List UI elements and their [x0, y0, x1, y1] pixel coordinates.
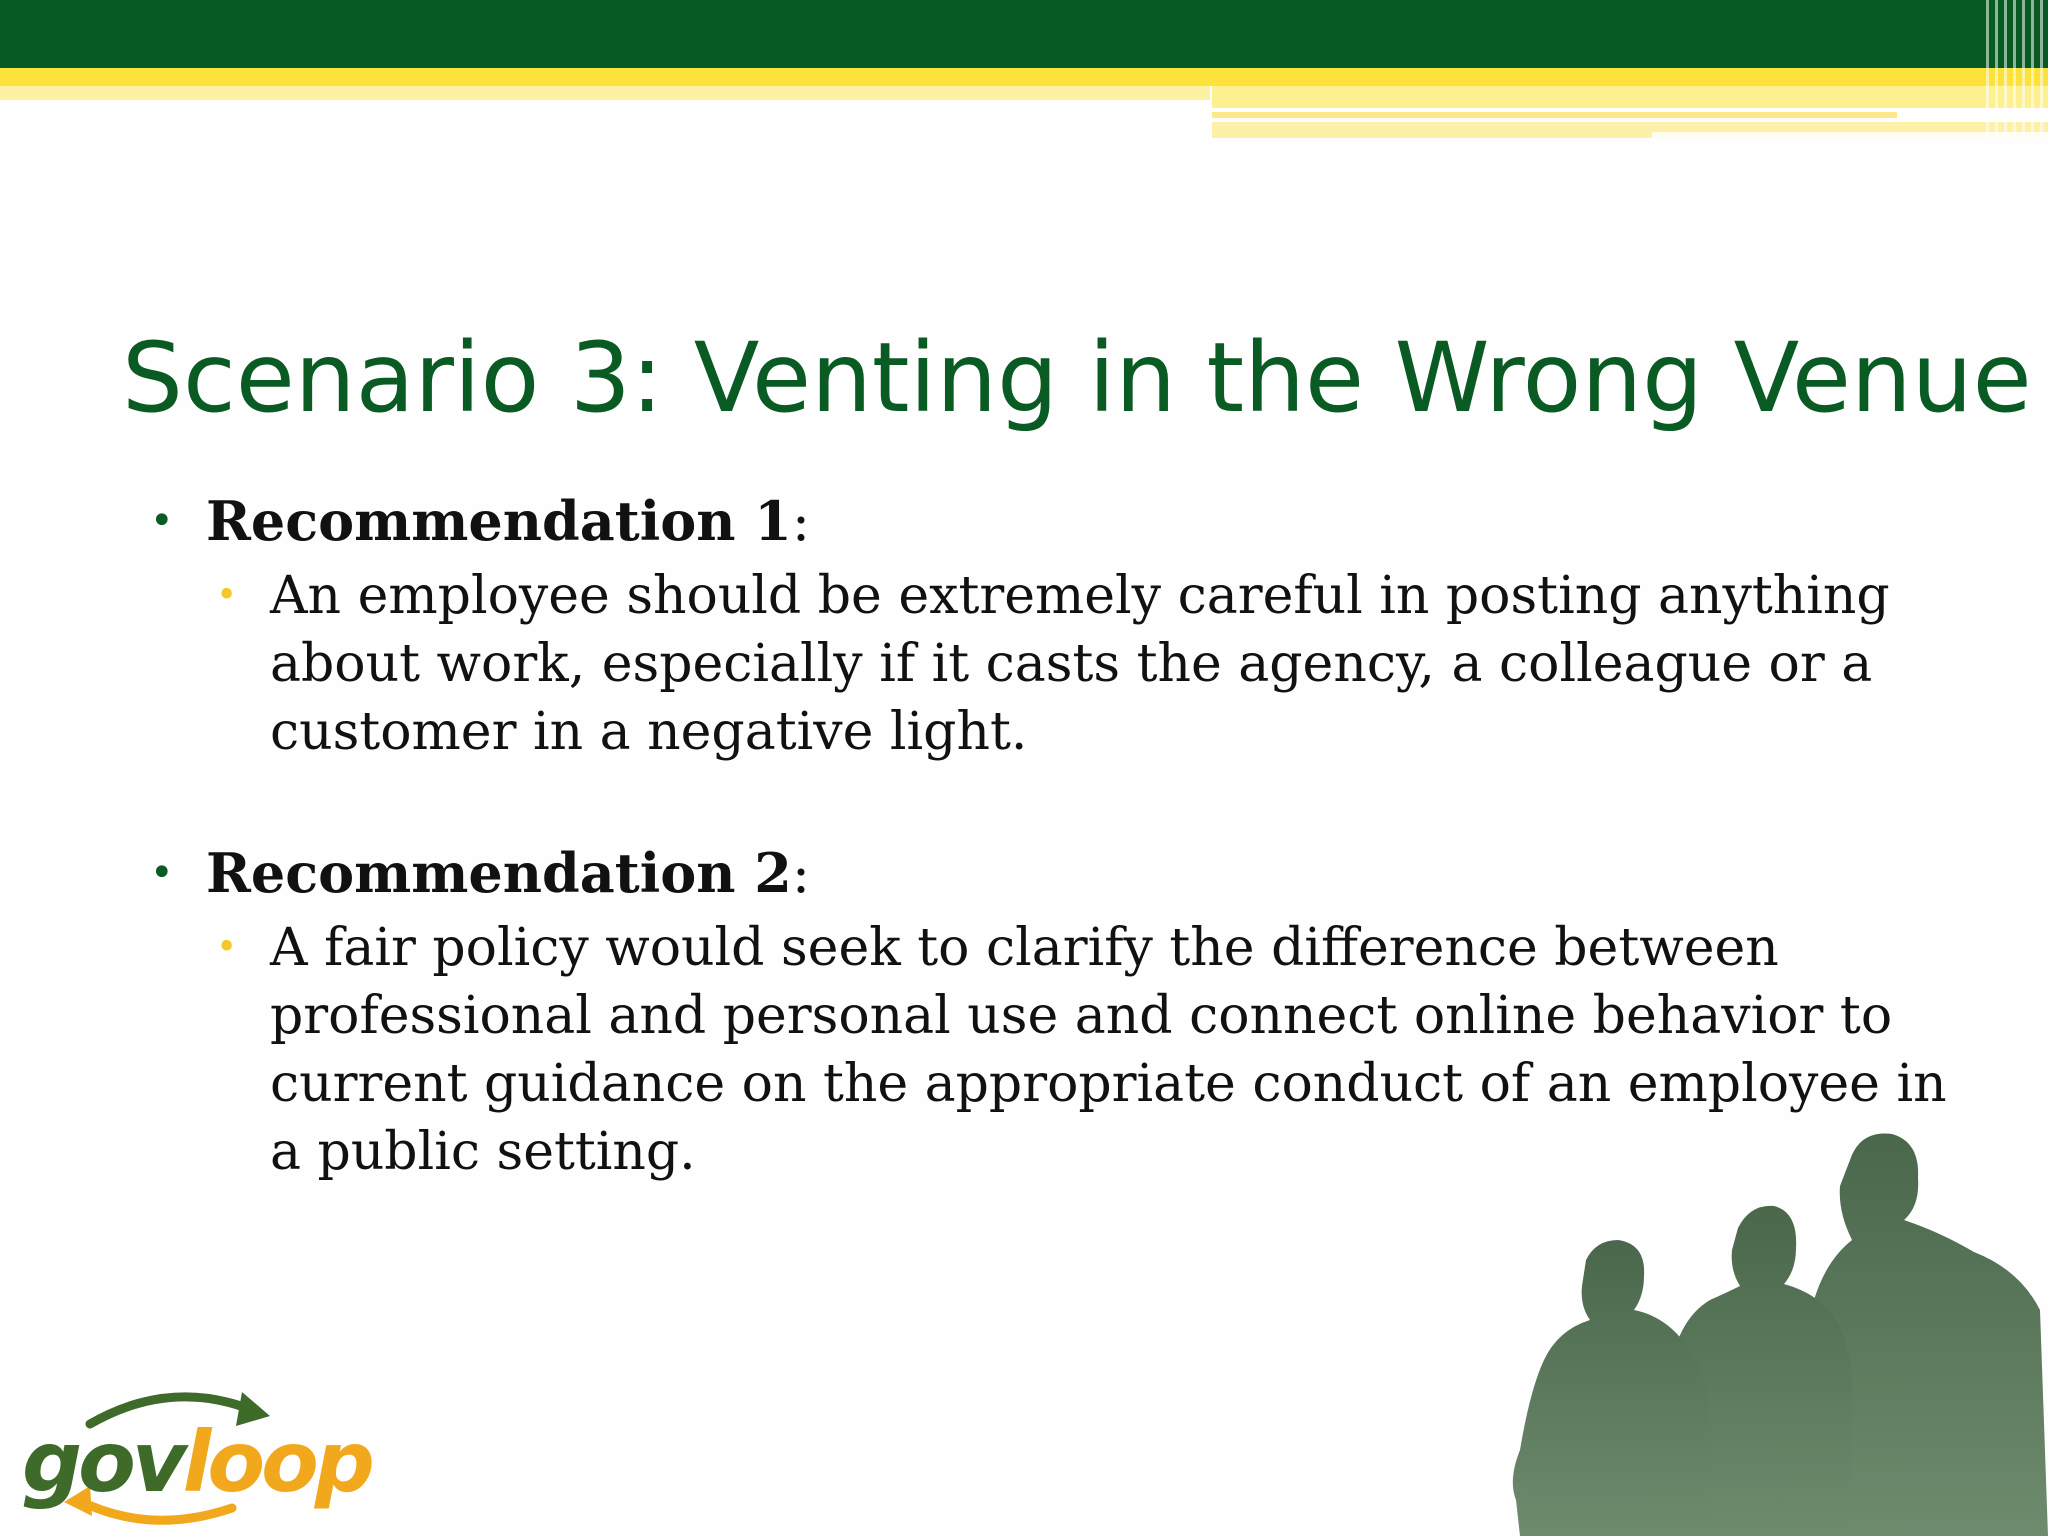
recommendation-1	[140, 480, 1940, 766]
header-right-band	[1212, 86, 2048, 108]
recommendation-heading	[140, 480, 1940, 562]
header-green-band	[0, 0, 2048, 68]
slide-content	[140, 480, 1947, 1186]
header-yellow-band	[0, 68, 2048, 86]
govloop-logo	[20, 1382, 371, 1532]
header-light-yellow-band	[0, 86, 1210, 100]
recommendation-colon: :	[791, 842, 811, 905]
sub-bullet-icon: •	[216, 927, 238, 968]
sub-bullet-icon: •	[216, 575, 238, 616]
recommendation-label: Recommendation 1	[206, 489, 792, 553]
logo-wordmark	[22, 1412, 371, 1512]
recommendation-text: A fair policy would seek to clarify the difference between professional and personal use and connect online behavior to current guidance on the appropriate conduct of an employee in a public setting.	[270, 918, 1947, 1182]
header-stripes	[1986, 0, 2048, 140]
recommendation-text: An employee should be extremely careful in posting anything about work, especially if it casts the agency, a colleague or a customer in a negative light.	[270, 566, 1890, 762]
recommendation-heading	[140, 832, 1940, 914]
slide-title: Scenario 3: Venting in the Wrong Venue	[122, 322, 2032, 434]
bullet-icon: •	[150, 850, 174, 896]
recommendation-label: Recommendation 2	[206, 841, 792, 905]
people-silhouette-icon	[1500, 1120, 2048, 1536]
header-right-line	[1212, 112, 1897, 118]
logo-text-loop: loop	[182, 1413, 371, 1511]
recommendation-text-item	[140, 562, 1950, 766]
recommendation-colon: :	[791, 490, 811, 553]
bullet-icon: •	[150, 498, 174, 544]
logo-text-gov: gov	[22, 1413, 183, 1511]
